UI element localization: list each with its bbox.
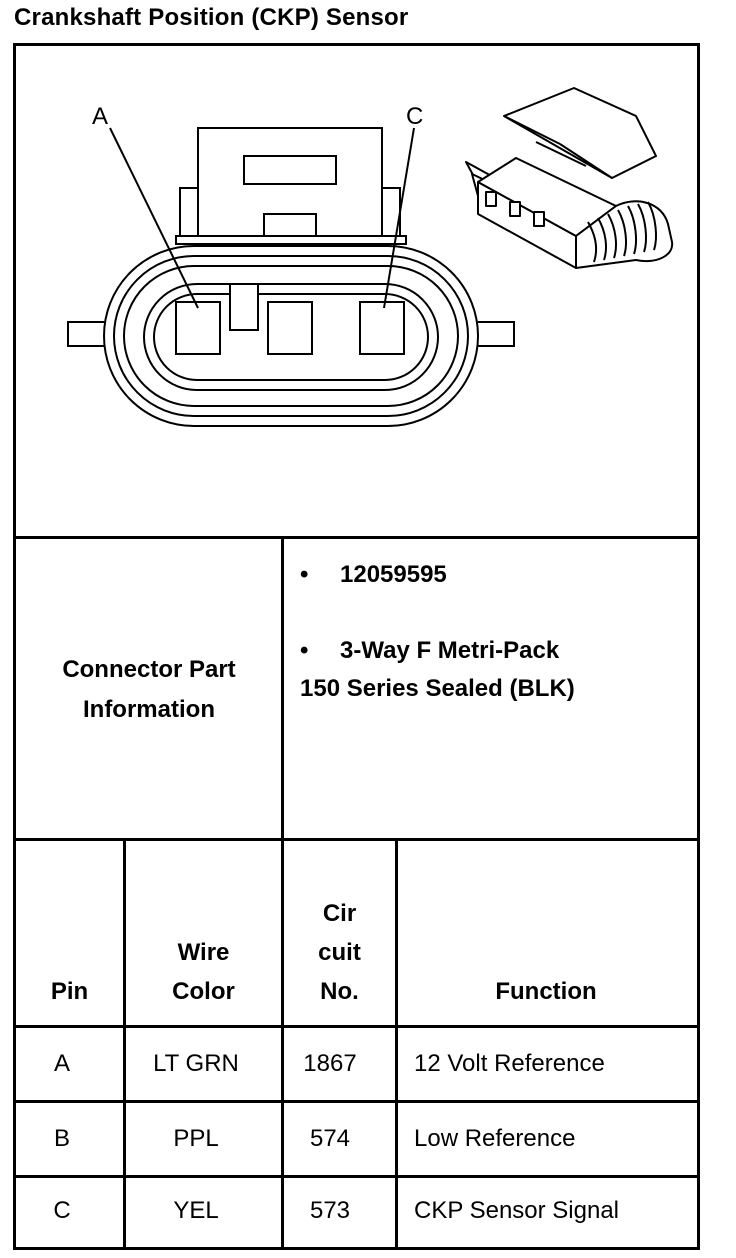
row-c-wire-color: YEL: [173, 1197, 219, 1224]
connector-face-icon: [68, 128, 514, 426]
bullet-icon: •: [300, 561, 309, 588]
callout-c-label: C: [406, 103, 424, 130]
part-number: 12059595: [340, 561, 447, 588]
header-pin: [16, 841, 123, 1011]
header-circuit-line1: Cir: [322, 900, 357, 927]
connector-part-info-values: [300, 556, 575, 708]
row-c-pin: C: [53, 1197, 71, 1224]
connector-part-info-label: [16, 540, 282, 840]
part-number-item: [300, 556, 575, 594]
row-b-function: Low Reference: [414, 1125, 576, 1152]
connector-part-info-label-line1: Connector Part: [62, 656, 236, 683]
header-wire-line1: Wire: [177, 939, 230, 966]
row-b-pin: B: [53, 1125, 70, 1152]
row-a-pin: A: [53, 1050, 70, 1077]
header-circuit-line2: cuit: [318, 939, 361, 966]
header-function: [398, 841, 694, 1011]
header-circuit-no: [284, 841, 395, 1011]
row-c-circuit: 573: [309, 1197, 351, 1224]
row-a-function: 12 Volt Reference: [414, 1050, 605, 1077]
row-a-wire-color: LT GRN: [153, 1050, 239, 1077]
connector-part-info-label-line2: Information: [82, 696, 215, 723]
row-b-circuit: 574: [309, 1125, 351, 1152]
page-title: Crankshaft Position (CKP) Sensor: [14, 4, 409, 31]
header-pin-label: Pin: [50, 978, 89, 1005]
row-a-circuit: 1867: [303, 1050, 357, 1077]
connector-description-line2: 150 Series Sealed (BLK): [300, 675, 575, 702]
header-circuit-line3: No.: [320, 978, 359, 1005]
connector-description-line1: 3-Way F Metri-Pack: [340, 637, 560, 664]
connector-3d-icon: [466, 88, 672, 268]
row-b-wire-color: PPL: [173, 1125, 219, 1152]
row-c-function: CKP Sensor Signal: [414, 1197, 620, 1224]
callout-a-label: A: [92, 103, 109, 130]
connector-diagram: [16, 46, 697, 536]
connector-description-item: [300, 632, 575, 670]
header-function-label: Function: [495, 978, 597, 1005]
header-wire-color: [126, 841, 281, 1011]
bullet-icon: •: [300, 637, 309, 664]
header-wire-line2: Color: [172, 978, 235, 1005]
divider-diagram: [13, 536, 700, 539]
